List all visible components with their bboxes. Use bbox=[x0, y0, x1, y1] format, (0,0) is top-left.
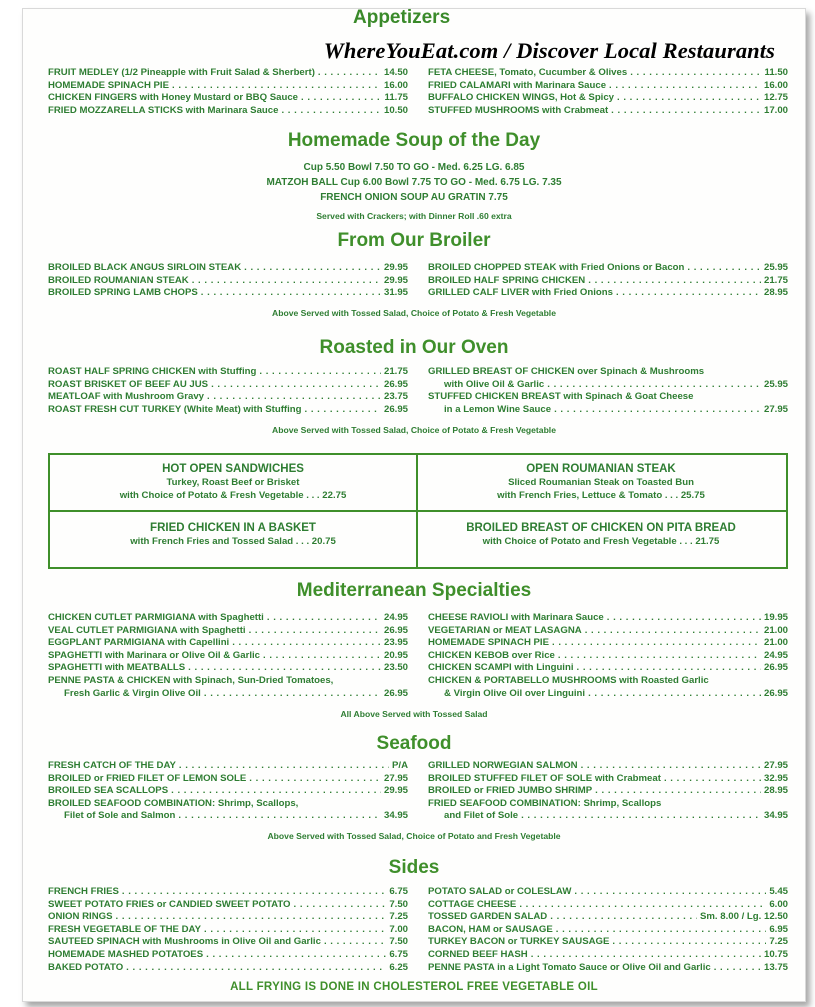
menu-item bbox=[428, 80, 788, 93]
cell-line: with Choice of Potato & Fresh Vegetable . . . 22.75 bbox=[119, 490, 347, 501]
menu-item-name: ONION RINGS bbox=[48, 911, 113, 923]
dot-leader bbox=[324, 936, 386, 949]
menu-item-price: 17.00 bbox=[763, 104, 788, 116]
dot-leader bbox=[305, 404, 381, 417]
oven-note: Above Served with Tossed Salad, Choice of Potato & Fresh Vegetable bbox=[272, 425, 556, 435]
dot-leader bbox=[612, 936, 766, 949]
soup-line-2: MATZOH BALL Cup 6.00 Bowl 7.75 TO GO - Med. 6.75 LG. 7.35 bbox=[266, 177, 562, 188]
menu-item bbox=[428, 899, 788, 912]
menu-item bbox=[48, 67, 408, 80]
sides-right bbox=[428, 886, 788, 974]
menu-item-name: BROILED HALF SPRING CHICKEN bbox=[428, 274, 586, 286]
menu-item-price: 29.95 bbox=[383, 274, 408, 286]
menu-item-name: CHICKEN KEBOB over Rice bbox=[428, 649, 555, 661]
menu-item bbox=[48, 262, 408, 275]
dot-leader bbox=[519, 899, 766, 912]
dot-leader bbox=[588, 688, 761, 701]
menu-item-name: FRIED CALAMARI with Marinara Sauce bbox=[428, 79, 607, 91]
menu-item bbox=[428, 92, 788, 105]
menu-item-price: 13.75 bbox=[763, 961, 788, 973]
dot-leader bbox=[574, 886, 766, 899]
menu-item bbox=[48, 379, 408, 392]
menu-item-name: VEGETARIAN or MEAT LASAGNA bbox=[428, 624, 582, 636]
fried-chicken-basket bbox=[50, 512, 416, 567]
menu-item-price: 29.95 bbox=[383, 785, 408, 797]
menu-item-price: 26.95 bbox=[383, 378, 408, 390]
menu-item-name: CHICKEN CUTLET PARMIGIANA with Spaghetti bbox=[48, 612, 264, 623]
broiler-note: Above Served with Tossed Salad, Choice of Potato & Fresh Vegetable bbox=[272, 308, 556, 318]
menu-item-name: Fresh Garlic & Virgin Olive Oil bbox=[64, 687, 201, 699]
menu-item-price: 7.25 bbox=[769, 936, 788, 948]
mediterranean-right bbox=[428, 612, 788, 700]
menu-item-name: CHICKEN FINGERS with Honey Mustard or BBQ Sauce bbox=[48, 92, 298, 104]
menu-item-price: 14.50 bbox=[383, 67, 408, 78]
menu-item bbox=[48, 810, 408, 823]
menu-item-name: GRILLED NORWEGIAN SALMON bbox=[428, 760, 578, 771]
menu-item bbox=[48, 911, 408, 924]
menu-item-price: 6.75 bbox=[389, 886, 408, 897]
menu-item-price: 10.50 bbox=[383, 104, 408, 116]
menu-item-name: BROILED STUFFED FILET OF SOLE with Crabmeat bbox=[428, 772, 661, 784]
menu-item-price: 26.95 bbox=[763, 687, 788, 699]
cell-line: Sliced Roumanian Steak on Toasted Bun bbox=[508, 477, 694, 488]
menu-item bbox=[48, 391, 408, 404]
appetizers-header: Appetizers bbox=[353, 7, 451, 28]
menu-item-name: STUFFED CHICKEN BREAST with Spinach & Goat Cheese bbox=[428, 391, 694, 403]
dot-leader bbox=[611, 105, 761, 118]
cell-title: OPEN ROUMANIAN STEAK bbox=[526, 463, 676, 475]
frying-footer: ALL FRYING IS DONE IN CHOLESTEROL FREE VEGETABLE OIL bbox=[230, 981, 598, 993]
dot-leader bbox=[558, 650, 761, 663]
menu-item bbox=[48, 924, 408, 937]
menu-item-price: 6.00 bbox=[769, 898, 788, 910]
menu-item-price: 21.00 bbox=[763, 624, 788, 636]
menu-item-name: PENNE PASTA & CHICKEN with Spinach, Sun-Dried Tomatoes, bbox=[48, 674, 334, 686]
menu-item-name: FRIED SEAFOOD COMBINATION: Shrimp, Scallops bbox=[428, 797, 662, 809]
broiled-chicken-pita bbox=[418, 512, 784, 567]
menu-item-name: TOSSED GARDEN SALAD bbox=[428, 911, 548, 923]
menu-item-price: 21.75 bbox=[383, 366, 408, 377]
dot-leader bbox=[521, 810, 761, 823]
menu-item-name: Filet of Sole and Salmon bbox=[64, 810, 176, 822]
menu-item bbox=[48, 760, 408, 773]
menu-item-name: in a Lemon Wine Sauce bbox=[444, 403, 552, 415]
dot-leader bbox=[211, 379, 381, 392]
broiler-left bbox=[48, 262, 408, 300]
sides-left bbox=[48, 886, 408, 974]
dot-leader bbox=[178, 810, 381, 823]
mediterranean-left bbox=[48, 612, 408, 700]
mediterranean-note: All Above Served with Tossed Salad bbox=[340, 709, 488, 719]
menu-item bbox=[48, 886, 408, 899]
menu-item-price: 34.95 bbox=[763, 810, 788, 822]
menu-item bbox=[428, 798, 788, 811]
menu-item-price: 5.45 bbox=[769, 886, 788, 897]
menu-item-price: 6.95 bbox=[769, 923, 788, 935]
menu-item-name: BROILED ROUMANIAN STEAK bbox=[48, 274, 189, 286]
menu-item-price: 7.50 bbox=[389, 936, 408, 948]
dot-leader bbox=[664, 773, 761, 786]
oven-title: Roasted in Our Oven bbox=[319, 337, 509, 358]
dot-leader bbox=[554, 404, 761, 417]
menu-item-name: VEAL CUTLET PARMIGIANA with Spaghetti bbox=[48, 624, 246, 636]
menu-item-price: 7.00 bbox=[389, 923, 408, 935]
cell-line: with French Fries, Lettuce & Tomato . . . 25.75 bbox=[497, 490, 705, 501]
dot-leader bbox=[552, 637, 761, 650]
menu-item bbox=[428, 262, 788, 275]
dot-leader bbox=[581, 760, 761, 773]
dot-leader bbox=[687, 262, 761, 275]
dot-leader bbox=[588, 275, 761, 288]
menu-item-name: BACON, HAM or SAUSAGE bbox=[428, 923, 553, 935]
dot-leader bbox=[232, 637, 381, 650]
open-roumanian-steak bbox=[418, 455, 784, 510]
cell-line: Turkey, Roast Beef or Brisket bbox=[166, 477, 300, 488]
menu-item-price: 7.50 bbox=[389, 898, 408, 910]
menu-item bbox=[428, 366, 788, 379]
menu-item-price: 20.95 bbox=[383, 649, 408, 661]
menu-item-price: 28.95 bbox=[763, 287, 788, 299]
menu-item bbox=[48, 404, 408, 417]
menu-item-price: 6.25 bbox=[389, 961, 408, 973]
menu-item-name: ROAST HALF SPRING CHICKEN with Stuffing bbox=[48, 366, 257, 377]
menu-item-price: 7.25 bbox=[389, 911, 408, 923]
menu-item bbox=[48, 688, 408, 701]
oven-left bbox=[48, 366, 408, 416]
menu-item-name: FRIED MOZZARELLA STICKS with Marinara Sauce bbox=[48, 104, 279, 116]
menu-item-name: BROILED SPRING LAMB CHOPS bbox=[48, 287, 198, 299]
menu-item-price: 24.95 bbox=[383, 612, 408, 623]
menu-item-price: 29.95 bbox=[383, 262, 408, 273]
dot-leader bbox=[249, 773, 381, 786]
sides-title: Sides bbox=[388, 857, 440, 878]
dot-leader bbox=[607, 612, 761, 625]
dot-leader bbox=[204, 924, 386, 937]
menu-item bbox=[48, 275, 408, 288]
seafood-title: Seafood bbox=[376, 733, 452, 754]
menu-item-price: 6.75 bbox=[389, 948, 408, 960]
dot-leader bbox=[595, 785, 761, 798]
menu-item bbox=[428, 391, 788, 404]
menu-item-price: 21.00 bbox=[763, 637, 788, 649]
menu-item-name: HOMEMADE MASHED POTATOES bbox=[48, 948, 204, 960]
menu-item bbox=[428, 773, 788, 786]
menu-item-name: SWEET POTATO FRIES or CANDIED SWEET POTATO bbox=[48, 898, 291, 910]
menu-item-price: 28.95 bbox=[763, 785, 788, 797]
menu-item-price: 27.95 bbox=[383, 772, 408, 784]
menu-item-name: SPAGHETTI with Marinara or Olive Oil & Garlic bbox=[48, 649, 260, 661]
menu-item bbox=[428, 67, 788, 80]
menu-item bbox=[428, 810, 788, 823]
menu-item-name: FRESH CATCH OF THE DAY bbox=[48, 760, 176, 771]
menu-item-name: FRESH VEGETABLE OF THE DAY bbox=[48, 923, 201, 935]
menu-item-price: 24.95 bbox=[763, 649, 788, 661]
dot-leader bbox=[714, 962, 761, 975]
dot-leader bbox=[192, 275, 381, 288]
menu-item-price: 21.75 bbox=[763, 274, 788, 286]
dot-leader bbox=[244, 262, 381, 275]
menu-item-name: and Filet of Sole bbox=[444, 810, 519, 822]
menu-item-price: 27.95 bbox=[763, 760, 788, 771]
menu-item-name: BAKED POTATO bbox=[48, 961, 124, 973]
mediterranean-title: Mediterranean Specialties bbox=[296, 580, 532, 601]
menu-item bbox=[428, 675, 788, 688]
menu-item-name: ROAST FRESH CUT TURKEY (White Meat) with Stuffing bbox=[48, 403, 302, 415]
menu-item-name: BUFFALO CHICKEN WINGS, Hot & Spicy bbox=[428, 92, 615, 104]
menu-item-price: 16.00 bbox=[763, 79, 788, 91]
menu-item-price: 25.95 bbox=[763, 378, 788, 390]
menu-item bbox=[428, 688, 788, 701]
site-watermark: WhereYouEat.com / Discover Local Restaurants bbox=[323, 38, 775, 63]
menu-item bbox=[48, 625, 408, 638]
dot-leader bbox=[556, 924, 767, 937]
dot-leader bbox=[263, 650, 381, 663]
menu-item-price: 26.95 bbox=[383, 624, 408, 636]
menu-item bbox=[48, 612, 408, 625]
menu-item bbox=[428, 662, 788, 675]
dot-leader bbox=[616, 287, 761, 300]
dot-leader bbox=[531, 949, 761, 962]
menu-item bbox=[48, 785, 408, 798]
menu-item-name: GRILLED BREAST OF CHICKEN over Spinach & Mushrooms bbox=[428, 366, 705, 377]
menu-item bbox=[428, 625, 788, 638]
dot-leader bbox=[179, 760, 389, 773]
cell-title: HOT OPEN SANDWICHES bbox=[162, 463, 304, 475]
menu-item bbox=[48, 650, 408, 663]
soup-line-3: FRENCH ONION SOUP AU GRATIN 7.75 bbox=[320, 192, 508, 203]
menu-item-price: 34.95 bbox=[383, 810, 408, 822]
menu-item-name: SPAGHETTI with MEATBALLS bbox=[48, 662, 186, 674]
menu-item bbox=[48, 287, 408, 300]
menu-item bbox=[428, 637, 788, 650]
seafood-right bbox=[428, 760, 788, 823]
menu-item-price: Sm. 8.00 / Lg. 12.50 bbox=[700, 911, 788, 923]
menu-item-name: BROILED CHOPPED STEAK with Fried Onions or Bacon bbox=[428, 262, 685, 273]
menu-item-name: STUFFED MUSHROOMS with Crabmeat bbox=[428, 104, 609, 116]
menu-item bbox=[428, 886, 788, 899]
menu-item-name: COTTAGE CHEESE bbox=[428, 898, 517, 910]
seafood-note: Above Served with Tossed Salad, Choice of Potato and Fresh Vegetable bbox=[267, 831, 561, 841]
dot-leader bbox=[206, 949, 386, 962]
broiler-title: From Our Broiler bbox=[337, 230, 491, 251]
menu-item bbox=[428, 612, 788, 625]
menu-item-price: 11.75 bbox=[384, 92, 408, 104]
menu-item bbox=[428, 105, 788, 118]
menu-item bbox=[48, 92, 408, 105]
menu-item-name: EGGPLANT PARMIGIANA with Capellini bbox=[48, 637, 230, 649]
menu-item bbox=[428, 949, 788, 962]
menu-item-name: BROILED or FRIED JUMBO SHRIMP bbox=[428, 785, 593, 797]
dot-leader bbox=[630, 67, 761, 80]
menu-item bbox=[428, 275, 788, 288]
menu-item-name: FETA CHEESE, Tomato, Cucumber & Olives bbox=[428, 67, 628, 78]
menu-item bbox=[48, 637, 408, 650]
menu-item bbox=[48, 936, 408, 949]
menu-item-price: 23.75 bbox=[383, 391, 408, 403]
dot-leader bbox=[204, 688, 381, 701]
menu-item-name: BROILED or FRIED FILET OF LEMON SOLE bbox=[48, 772, 247, 784]
oven-right bbox=[428, 366, 788, 416]
menu-item bbox=[428, 287, 788, 300]
menu-item-price: 25.95 bbox=[763, 262, 788, 273]
menu-item bbox=[48, 105, 408, 118]
menu-item-name: FRENCH FRIES bbox=[48, 886, 119, 897]
dot-leader bbox=[318, 67, 381, 80]
menu-item bbox=[48, 899, 408, 912]
menu-item-price: 26.95 bbox=[383, 403, 408, 415]
dot-leader bbox=[171, 785, 381, 798]
hot-open-sandwiches bbox=[50, 455, 416, 510]
menu-page bbox=[22, 8, 806, 1002]
dot-leader bbox=[188, 662, 381, 675]
menu-item-name: CHICKEN & PORTABELLO MUSHROOMS with Roasted Garlic bbox=[428, 674, 709, 686]
dot-leader bbox=[201, 287, 381, 300]
menu-item bbox=[428, 962, 788, 975]
seafood-left bbox=[48, 760, 408, 823]
menu-item bbox=[48, 798, 408, 811]
menu-item bbox=[428, 650, 788, 663]
dot-leader bbox=[207, 391, 381, 404]
menu-item-name: POTATO SALAD or COLESLAW bbox=[428, 886, 572, 897]
menu-item bbox=[48, 80, 408, 93]
dot-leader bbox=[609, 80, 761, 93]
menu-item bbox=[428, 936, 788, 949]
cell-title: BROILED BREAST OF CHICKEN ON PITA BREAD bbox=[466, 522, 736, 534]
menu-item bbox=[428, 379, 788, 392]
menu-item-name: BROILED SEAFOOD COMBINATION: Shrimp, Scallops, bbox=[48, 797, 299, 809]
appetizers-left bbox=[48, 67, 408, 117]
menu-item-name: & Virgin Olive Oil over Linguini bbox=[444, 687, 586, 699]
specials-box bbox=[48, 453, 788, 569]
menu-item-price: 27.95 bbox=[763, 403, 788, 415]
menu-item-name: HOMEMADE SPINACH PIE bbox=[428, 637, 549, 649]
menu-item-price: 19.95 bbox=[763, 612, 788, 623]
menu-item bbox=[48, 662, 408, 675]
menu-item bbox=[428, 760, 788, 773]
soup-line-1: Cup 5.50 Bowl 7.50 TO GO - Med. 6.25 LG. 6.85 bbox=[303, 162, 525, 173]
soup-note: Served with Crackers; with Dinner Roll .60 extra bbox=[316, 211, 512, 221]
dot-leader bbox=[281, 105, 381, 118]
menu-item-name: CHICKEN SCAMPI with Linguini bbox=[428, 662, 574, 674]
menu-item-price: 26.95 bbox=[383, 687, 408, 699]
menu-item-price: 26.95 bbox=[763, 662, 788, 674]
menu-item-price: 23.50 bbox=[383, 662, 408, 674]
menu-item-name: FRUIT MEDLEY (1/2 Pineapple with Fruit Salad & Sherbert) bbox=[48, 67, 315, 78]
dot-leader bbox=[617, 92, 761, 105]
menu-item bbox=[48, 366, 408, 379]
menu-item-price: 23.95 bbox=[383, 637, 408, 649]
dot-leader bbox=[122, 886, 386, 899]
menu-item-name: CORNED BEEF HASH bbox=[428, 948, 528, 960]
menu-item-name: TURKEY BACON or TURKEY SAUSAGE bbox=[428, 936, 610, 948]
cell-title: FRIED CHICKEN IN A BASKET bbox=[150, 522, 316, 534]
menu-item-name: PENNE PASTA in a Light Tomato Sauce or Olive Oil and Garlic bbox=[428, 961, 711, 973]
cell-line: with French Fries and Tossed Salad . . . 20.75 bbox=[130, 536, 336, 547]
cell-line: with Choice of Potato and Fresh Vegetable . . . 21.75 bbox=[482, 536, 720, 547]
menu-item-name: MEATLOAF with Mushroom Gravy bbox=[48, 391, 204, 403]
menu-item bbox=[48, 675, 408, 688]
dot-leader bbox=[547, 379, 761, 392]
menu-item-name: HOMEMADE SPINACH PIE bbox=[48, 79, 169, 91]
soup-title: Homemade Soup of the Day bbox=[287, 130, 541, 151]
menu-item bbox=[48, 962, 408, 975]
menu-item-name: CHEESE RAVIOLI with Marinara Sauce bbox=[428, 612, 604, 623]
menu-item-name: with Olive Oil & Garlic bbox=[444, 378, 545, 390]
appetizers-right bbox=[428, 67, 788, 117]
menu-item-price: 32.95 bbox=[763, 772, 788, 784]
menu-item-name: GRILLED CALF LIVER with Fried Onions bbox=[428, 287, 613, 299]
dot-leader bbox=[550, 911, 697, 924]
menu-item-price: 31.95 bbox=[383, 287, 408, 299]
menu-item-price: 12.75 bbox=[763, 92, 788, 104]
menu-item-name: ROAST BRISKET OF BEEF AU JUS bbox=[48, 378, 209, 390]
broiler-right bbox=[428, 262, 788, 300]
dot-leader bbox=[294, 899, 387, 912]
dot-leader bbox=[585, 625, 761, 638]
dot-leader bbox=[301, 92, 382, 105]
dot-leader bbox=[116, 911, 387, 924]
dot-leader bbox=[126, 962, 386, 975]
menu-item bbox=[428, 924, 788, 937]
dot-leader bbox=[267, 612, 381, 625]
dot-leader bbox=[259, 366, 381, 379]
menu-item bbox=[48, 773, 408, 786]
dot-leader bbox=[172, 80, 381, 93]
menu-item-name: BROILED SEA SCALLOPS bbox=[48, 785, 169, 797]
menu-item-price: 10.75 bbox=[763, 948, 788, 960]
menu-item bbox=[428, 404, 788, 417]
menu-item bbox=[428, 785, 788, 798]
menu-item-name: BROILED BLACK ANGUS SIRLOIN STEAK bbox=[48, 262, 242, 273]
menu-item-name: SAUTEED SPINACH with Mushrooms in Olive Oil and Garlic bbox=[48, 936, 321, 948]
menu-item-price: 11.50 bbox=[764, 67, 788, 78]
menu-item bbox=[428, 911, 788, 924]
dot-leader bbox=[577, 662, 761, 675]
menu-item bbox=[48, 949, 408, 962]
menu-item-price: 16.00 bbox=[383, 79, 408, 91]
dot-leader bbox=[249, 625, 381, 638]
menu-item-price: P/A bbox=[392, 760, 408, 771]
